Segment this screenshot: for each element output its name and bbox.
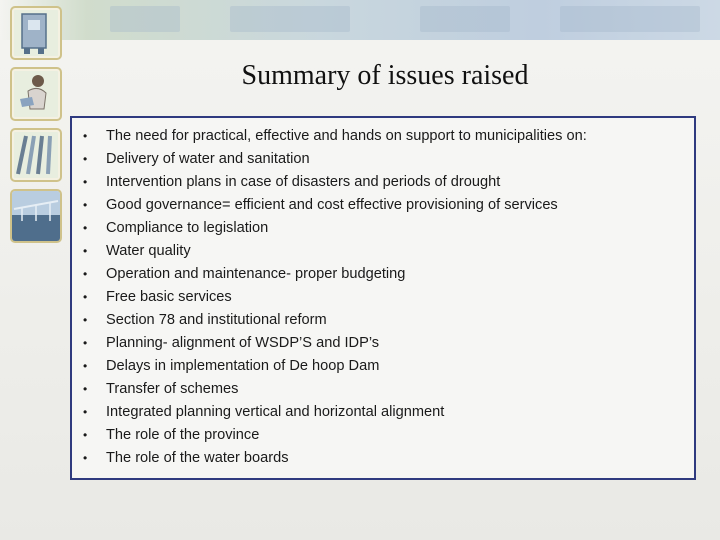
- bullet-icon: •: [83, 267, 88, 281]
- list-item-text: Compliance to legislation: [106, 220, 269, 236]
- slide-title: Summary of issues raised: [241, 60, 529, 91]
- list-item-text: Free basic services: [106, 289, 232, 305]
- list-item: [72, 332, 694, 355]
- banner-stripe: [230, 6, 350, 32]
- list-item: [72, 424, 694, 447]
- list-item-text: The role of the water boards: [106, 450, 289, 466]
- list-item: [72, 194, 694, 217]
- bullet-icon: •: [83, 405, 88, 419]
- list-item-text: Planning- alignment of WSDP’S and IDP’s: [106, 335, 380, 351]
- list-item-text: Delays in implementation of De hoop Dam: [106, 358, 380, 374]
- bullet-icon: •: [83, 382, 88, 396]
- list-item-text: Delivery of water and sanitation: [106, 151, 310, 167]
- top-banner: [0, 0, 720, 40]
- banner-stripe: [560, 6, 700, 32]
- list-item-text: Operation and maintenance- proper budgeting: [106, 266, 406, 282]
- issues-box: [70, 116, 696, 480]
- list-item: [72, 263, 694, 286]
- bullet-icon: •: [83, 290, 88, 304]
- list-item-text: Transfer of schemes: [106, 381, 239, 397]
- list-item-text: The role of the province: [106, 427, 260, 443]
- list-item: [72, 378, 694, 401]
- list-item: [72, 447, 694, 470]
- list-item-text: Water quality: [106, 243, 191, 259]
- bullet-icon: •: [83, 244, 88, 258]
- bullet-icon: •: [83, 336, 88, 350]
- list-item: [72, 240, 694, 263]
- list-item-text: Section 78 and institutional reform: [106, 312, 327, 328]
- list-item: [72, 355, 694, 378]
- water-tank-icon: [10, 6, 62, 60]
- decorative-icon-column: [10, 6, 66, 250]
- list-item-text: Integrated planning vertical and horizontal alignment: [106, 404, 445, 420]
- list-item: [72, 401, 694, 424]
- bullet-icon: •: [83, 198, 88, 212]
- irrigation-field-icon: [10, 189, 62, 243]
- list-item: [72, 309, 694, 332]
- bullet-icon: •: [83, 152, 88, 166]
- bullet-icon: •: [83, 359, 88, 373]
- pipes-icon: [10, 128, 62, 182]
- list-item-text: Intervention plans in case of disasters and periods of drought: [106, 174, 501, 190]
- banner-stripe: [110, 6, 180, 32]
- list-item: [72, 286, 694, 309]
- bullet-icon: •: [83, 428, 88, 442]
- list-item: [72, 148, 694, 171]
- list-item: [72, 171, 694, 194]
- issues-list: [72, 125, 694, 470]
- bullet-icon: •: [83, 451, 88, 465]
- list-item: [72, 217, 694, 240]
- list-item-text: Good governance= efficient and cost effective provisioning of services: [106, 197, 558, 213]
- banner-stripe: [420, 6, 510, 32]
- list-item: [72, 125, 694, 148]
- bullet-icon: •: [83, 221, 88, 235]
- bullet-icon: •: [83, 175, 88, 189]
- bullet-icon: •: [83, 129, 88, 143]
- list-item-text: The need for practical, effective and hands on support to municipalities on:: [106, 128, 587, 144]
- bullet-icon: •: [83, 313, 88, 327]
- worker-icon: [10, 67, 62, 121]
